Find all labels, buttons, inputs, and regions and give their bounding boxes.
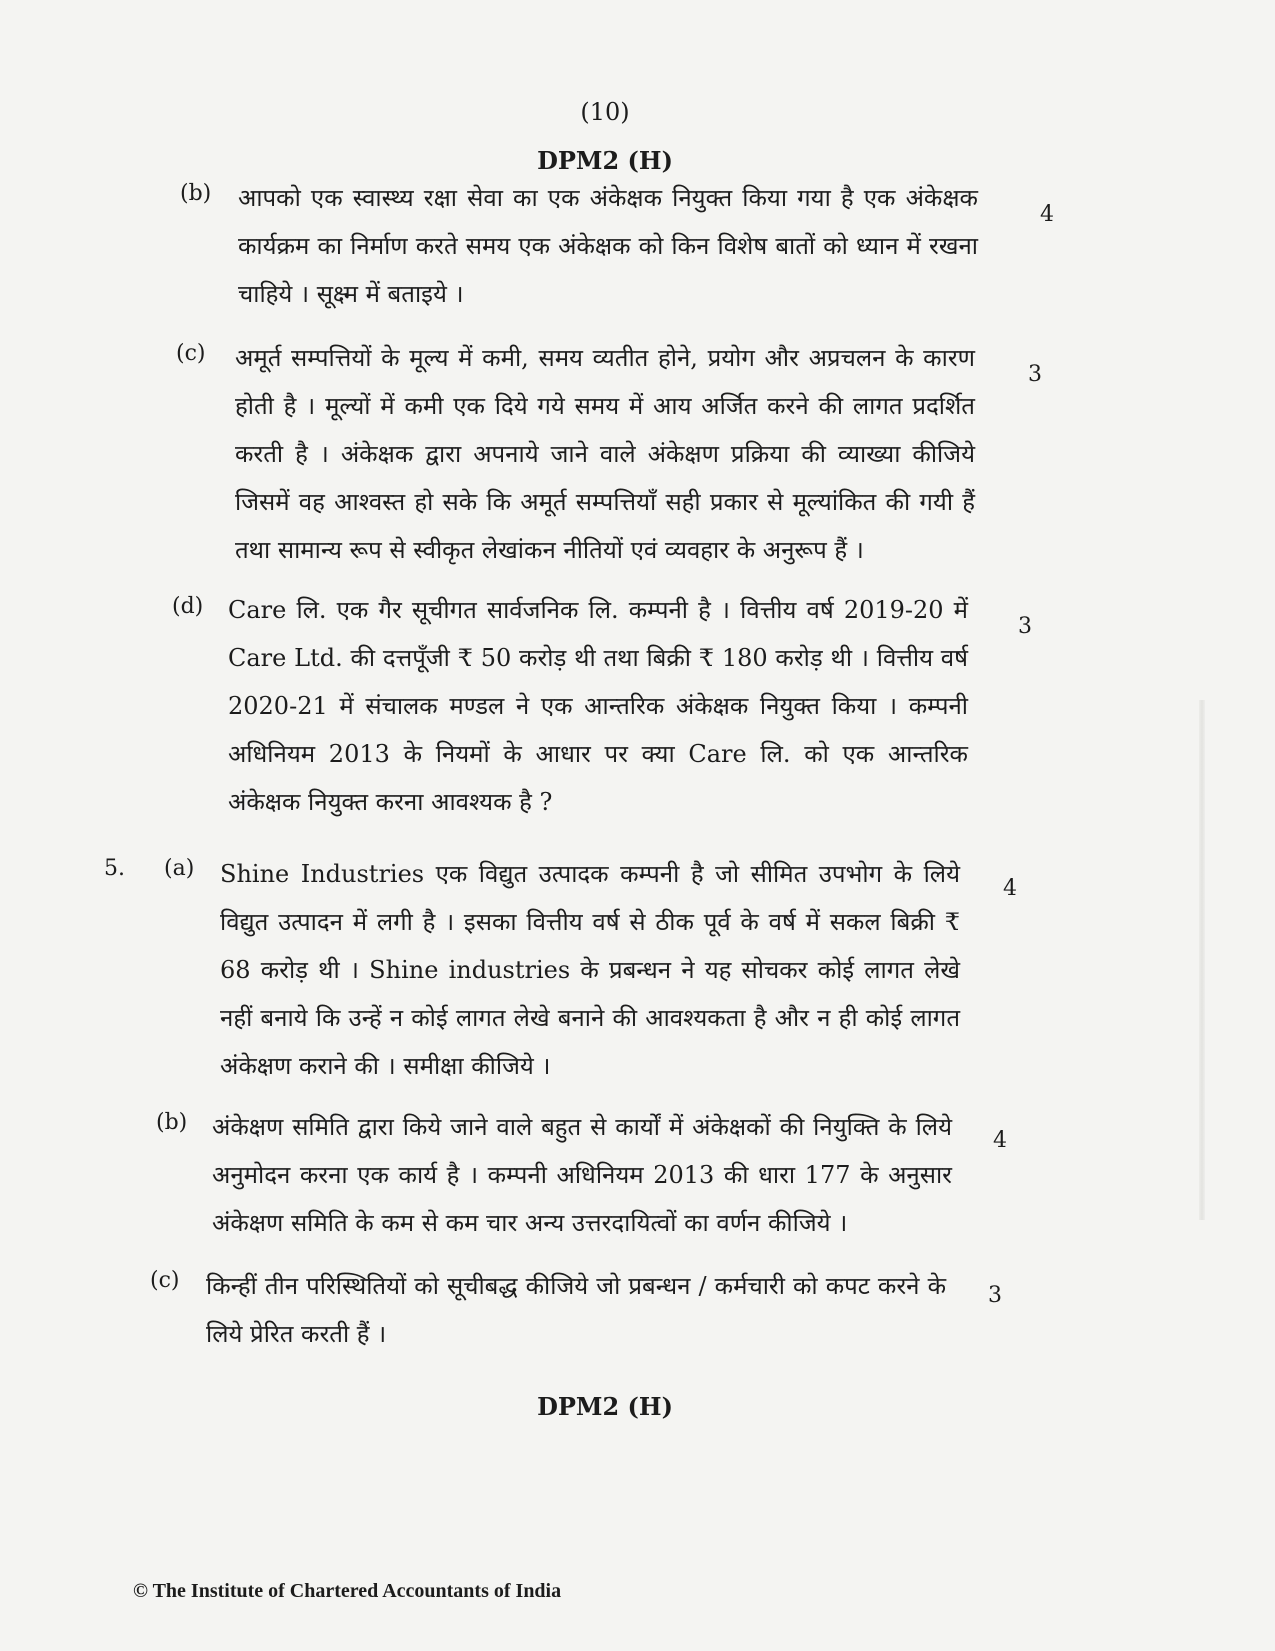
question-text: Shine Industries एक विद्युत उत्पादक कम्पनी है जो सीमित उपभोग के लिये विद्युत उत्पादन में लगी है । इसका वित्तीय वर्ष से ठीक पूर्व के वर्ष में सकल बिक्री ₹ 68 करोड़ थी । Shine industries के प्रबन्धन ने यह सोचकर कोई लागत लेखे नहीं बनाये कि उन्हें न कोई लागत लेखे बनाने की आवश्यकता है और न ही कोई लागत अंकेक्षण कराने की । समीक्षा कीजिये । (220, 860, 960, 1080)
question-label: (c) (150, 1268, 180, 1293)
question-marks: 4 (993, 1128, 1007, 1153)
question-text: किन्हीं तीन परिस्थितियों को सूचीबद्ध कीजिये जो प्रबन्धन / कर्मचारी को कपट करने के लिये प्रेरित करती हैं । (206, 1272, 946, 1348)
question-text: Care लि. एक गैर सूचीगत सार्वजनिक लि. कम्पनी है । वित्तीय वर्ष 2019-20 में Care Ltd. की दत्तपूँजी ₹ 50 करोड़ थी तथा बिक्री ₹ 180 करोड़ थी । वित्तीय वर्ष 2020-21 में संचालक मण्डल ने एक आन्तरिक अंकेक्षक नियुक्त किया । कम्पनी अधिनियम 2013 के नियमों के आधार पर क्या Care लि. को एक आन्तरिक अंकेक्षक नियुक्त करना आवश्यक है ? (228, 596, 968, 816)
question-number: 5. (104, 856, 125, 881)
copyright-notice: © The Institute of Chartered Accountants of India (133, 1580, 562, 1602)
paper-code-bottom: DPM2 (H) (537, 1392, 673, 1421)
question-label: (c) (176, 341, 206, 366)
question-label: (a) (164, 856, 195, 881)
page-fold-shadow (1199, 700, 1205, 1220)
question-label: (b) (180, 181, 212, 206)
question-label: (b) (156, 1110, 188, 1135)
question-text: अमूर्त सम्पत्तियों के मूल्य में कमी, समय व्यतीत होने, प्रयोग और अप्रचलन के कारण होती है । मूल्यों में कमी एक दिये गये समय में आय अर्जित करने की लागत प्रदर्शित करती है । अंकेक्षक द्वारा अपनाये जाने वाले अंकेक्षण प्रक्रिया की व्याख्या कीजिये जिसमें वह आश्वस्त हो सके कि अमूर्त सम्पत्तियाँ सही प्रकार से मूल्यांकित की गयी हैं तथा सामान्य रूप से स्वीकृत लेखांकन नीतियों एवं व्यवहार के अनुरूप हैं । (235, 344, 975, 564)
paper-code-top: DPM2 (H) (537, 146, 673, 175)
question-marks: 4 (1003, 876, 1017, 901)
question-text: अंकेक्षण समिति द्वारा किये जाने वाले बहुत से कार्यों में अंकेक्षकों की नियुक्ति के लिये अनुमोदन करना एक कार्य है । कम्पनी अधिनियम 2013 की धारा 177 के अनुसार अंकेक्षण समिति के कम से कम चार अन्य उत्तरदायित्वों का वर्णन कीजिये । (212, 1113, 952, 1237)
page-number: (10) (580, 98, 630, 126)
question-marks: 4 (1040, 202, 1054, 227)
question-marks: 3 (1028, 362, 1042, 387)
question-marks: 3 (1018, 614, 1032, 639)
question-marks: 3 (988, 1283, 1002, 1308)
question-label: (d) (172, 594, 204, 619)
question-text: आपको एक स्वास्थ्य रक्षा सेवा का एक अंकेक्षक नियुक्त किया गया है एक अंकेक्षक कार्यक्रम का निर्माण करते समय एक अंकेक्षक को किन विशेष बातों को ध्यान में रखना चाहिये । सूक्ष्म में बताइये । (238, 184, 978, 308)
